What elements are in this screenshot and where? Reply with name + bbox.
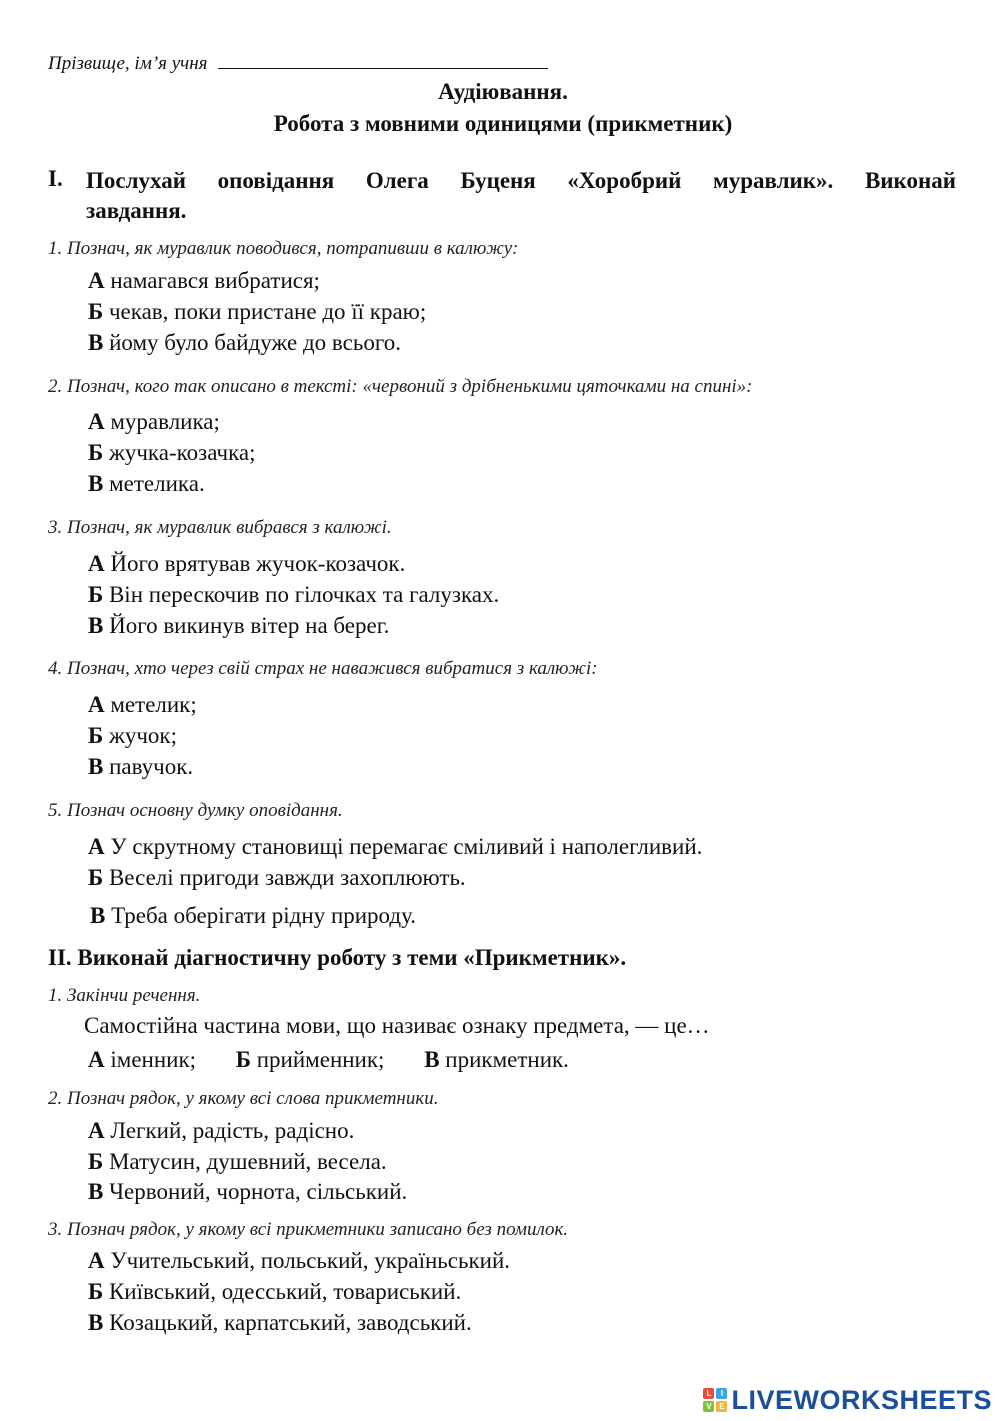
- option-letter: А: [88, 692, 105, 717]
- option-letter: Б: [88, 1279, 104, 1304]
- option-letter: Б: [88, 299, 104, 324]
- answer-option[interactable]: [424, 1047, 569, 1072]
- answer-option[interactable]: [88, 1279, 461, 1305]
- option-letter: Б: [88, 1149, 104, 1174]
- option-letter: В: [424, 1047, 440, 1072]
- option-letter: Б: [235, 1047, 251, 1072]
- answer-option[interactable]: [88, 551, 405, 577]
- answer-option[interactable]: [88, 299, 426, 325]
- question-prompt: 5. Познач основну думку оповідання.: [48, 800, 343, 821]
- option-text: іменник;: [110, 1047, 197, 1072]
- option-text: прикметник.: [445, 1047, 569, 1072]
- option-letter: А: [88, 409, 105, 434]
- option-text: метелик;: [110, 692, 197, 717]
- answer-option[interactable]: [88, 865, 466, 891]
- option-text: Червоний, чорнота, сільський.: [109, 1179, 408, 1204]
- option-text: чекав, поки пристане до її краю;: [108, 299, 427, 324]
- logo-tile: L: [703, 1388, 714, 1399]
- student-name-field: [48, 50, 548, 75]
- question-prompt: 1. Закінчи речення.: [48, 985, 201, 1006]
- section2-heading: II. Виконай діагностичну роботу з теми «Прикметник».: [48, 945, 627, 970]
- option-letter: Б: [88, 723, 104, 748]
- option-letter: А: [88, 1248, 105, 1273]
- answer-option[interactable]: [88, 1047, 196, 1072]
- option-text: Веселі пригоди завжди захоплюють.: [108, 865, 466, 890]
- answer-option[interactable]: [88, 440, 256, 466]
- question-prompt: 1. Познач, як муравлик поводився, потрапивши в калюжу:: [48, 238, 519, 259]
- option-text: йому було байдуже до всього.: [109, 330, 401, 355]
- section1-text-line2: завдання.: [86, 198, 187, 223]
- question-prompt: 3. Познач, як муравлик вибрався з калюжі.: [48, 517, 392, 538]
- option-letter: В: [88, 1310, 104, 1335]
- option-letter: В: [88, 613, 104, 638]
- answer-option[interactable]: [88, 754, 193, 780]
- logo-tile: V: [703, 1401, 714, 1412]
- option-text: Треба оберігати рідну природу.: [111, 903, 417, 928]
- option-text: прийменник;: [256, 1047, 385, 1072]
- option-text: Він перескочив по гілочках та галузках.: [108, 582, 500, 607]
- answer-option[interactable]: [88, 1179, 407, 1205]
- answer-option[interactable]: [88, 692, 197, 718]
- question-prompt: 2. Познач рядок, у якому всі слова прикметники.: [48, 1088, 439, 1109]
- option-letter: В: [88, 471, 104, 496]
- logo-tile: I: [716, 1388, 727, 1399]
- option-letter: Б: [88, 865, 104, 890]
- option-letter: Б: [88, 440, 104, 465]
- answer-option[interactable]: [88, 834, 702, 860]
- answer-option[interactable]: [88, 268, 320, 294]
- option-letter: Б: [88, 582, 104, 607]
- logo-tiles-icon: [703, 1388, 727, 1412]
- student-name-blank[interactable]: [218, 50, 548, 69]
- section1-number: I.: [48, 166, 63, 191]
- option-letter: В: [90, 903, 106, 928]
- option-text: Його викинув вітер на берег.: [109, 613, 390, 638]
- option-letter: В: [88, 1179, 104, 1204]
- option-text: муравлика;: [110, 409, 220, 434]
- answer-option[interactable]: [88, 1248, 510, 1274]
- option-letter: А: [88, 1118, 105, 1143]
- answer-option[interactable]: [88, 409, 220, 435]
- option-text: жучок;: [108, 723, 177, 748]
- option-text: метелика.: [109, 471, 205, 496]
- answer-option[interactable]: [88, 471, 205, 497]
- question-prompt: 4. Познач, хто через свій страх не наважився вибратися з калюжі:: [48, 658, 598, 679]
- answer-option[interactable]: [88, 723, 177, 749]
- answer-option[interactable]: [88, 1118, 354, 1144]
- option-letter: В: [88, 754, 104, 779]
- option-text: Київський, одесський, товариський.: [108, 1279, 462, 1304]
- option-letter: А: [88, 551, 105, 576]
- student-name-label: Прізвище, ім’я учня: [48, 53, 208, 74]
- answer-option[interactable]: [88, 1310, 472, 1336]
- question-prompt: 3. Познач рядок, у якому всі прикметники записано без помилок.: [48, 1219, 569, 1240]
- logo-wordmark: LIVEWORKSHEETS: [731, 1384, 992, 1415]
- inline-options: [88, 1047, 603, 1073]
- option-letter: В: [88, 330, 104, 355]
- answer-option[interactable]: [236, 1047, 385, 1072]
- option-text: Учительський, польський, україньський.: [110, 1248, 511, 1273]
- option-letter: А: [88, 834, 105, 859]
- option-text: Його врятував жучок-козачок.: [110, 551, 406, 576]
- section1-heading: [48, 166, 956, 226]
- liveworksheets-logo: [703, 1385, 992, 1415]
- answer-option[interactable]: [88, 330, 401, 356]
- answer-option[interactable]: [88, 1149, 387, 1175]
- question-sentence: Самостійна частина мови, що називає ознаку предмета, — це…: [84, 1013, 710, 1038]
- option-text: намагався вибратися;: [110, 268, 320, 293]
- option-text: Козацький, карпатський, заводський.: [109, 1310, 472, 1335]
- option-text: жучка-козачка;: [108, 440, 256, 465]
- option-text: У скрутному становищі перемагає сміливий і наполегливий.: [110, 834, 703, 859]
- title-sub: Робота з мовними одиницями (прикметник): [273, 111, 733, 136]
- logo-tile: E: [716, 1401, 727, 1412]
- option-letter: А: [88, 268, 105, 293]
- option-text: павучок.: [109, 754, 194, 779]
- option-letter: А: [88, 1047, 105, 1072]
- answer-option[interactable]: [88, 582, 499, 608]
- question-prompt: 2. Познач, кого так описано в тексті: «червоний з дрібненькими цяточками на спині»:: [48, 376, 753, 397]
- section1-text-line1: Послухай оповідання Олега Буценя «Хоробрий муравлик». Виконай: [86, 168, 956, 193]
- answer-option[interactable]: [88, 613, 389, 639]
- title-main: Аудіювання.: [438, 79, 568, 104]
- option-text: Легкий, радість, радісно.: [110, 1118, 355, 1143]
- option-text: Матусин, душевний, весела.: [108, 1149, 387, 1174]
- answer-option[interactable]: [90, 903, 416, 929]
